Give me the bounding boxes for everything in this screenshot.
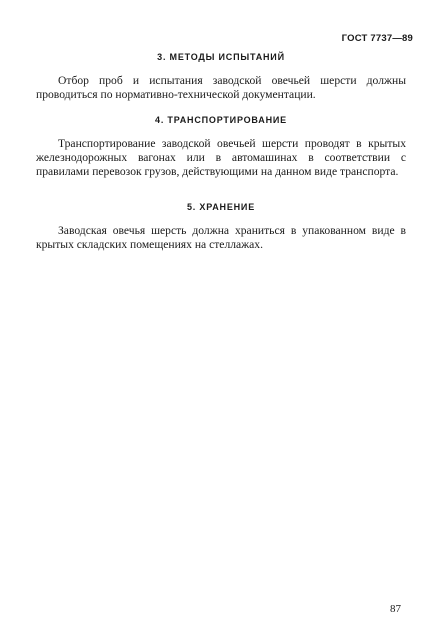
section-paragraph: Транспортирование заводской овечьей шерсти проводят в крытых железнодорожных вагонах или в автомашинах в соответствии с правилами перевозок грузов, действующими на данном виде транспорта. bbox=[36, 137, 406, 178]
section-test-methods bbox=[36, 52, 406, 102]
section-heading: 3. МЕТОДЫ ИСПЫТАНИЙ bbox=[157, 52, 285, 62]
section-paragraph: Отбор проб и испытания заводской овечьей шерсти должны проводиться по нормативно-технической документации. bbox=[36, 74, 406, 101]
section-heading: 4. ТРАНСПОРТИРОВАНИЕ bbox=[155, 115, 287, 125]
section-heading: 5. ХРАНЕНИЕ bbox=[187, 202, 255, 212]
section-transportation bbox=[36, 115, 406, 179]
section-storage bbox=[36, 202, 406, 252]
page-number: 87 bbox=[390, 603, 401, 615]
section-paragraph: Заводская овечья шерсть должна храниться в упакованном виде в крытых складских помещениях на стеллажах. bbox=[36, 224, 406, 251]
standard-code: ГОСТ 7737—89 bbox=[341, 33, 413, 44]
